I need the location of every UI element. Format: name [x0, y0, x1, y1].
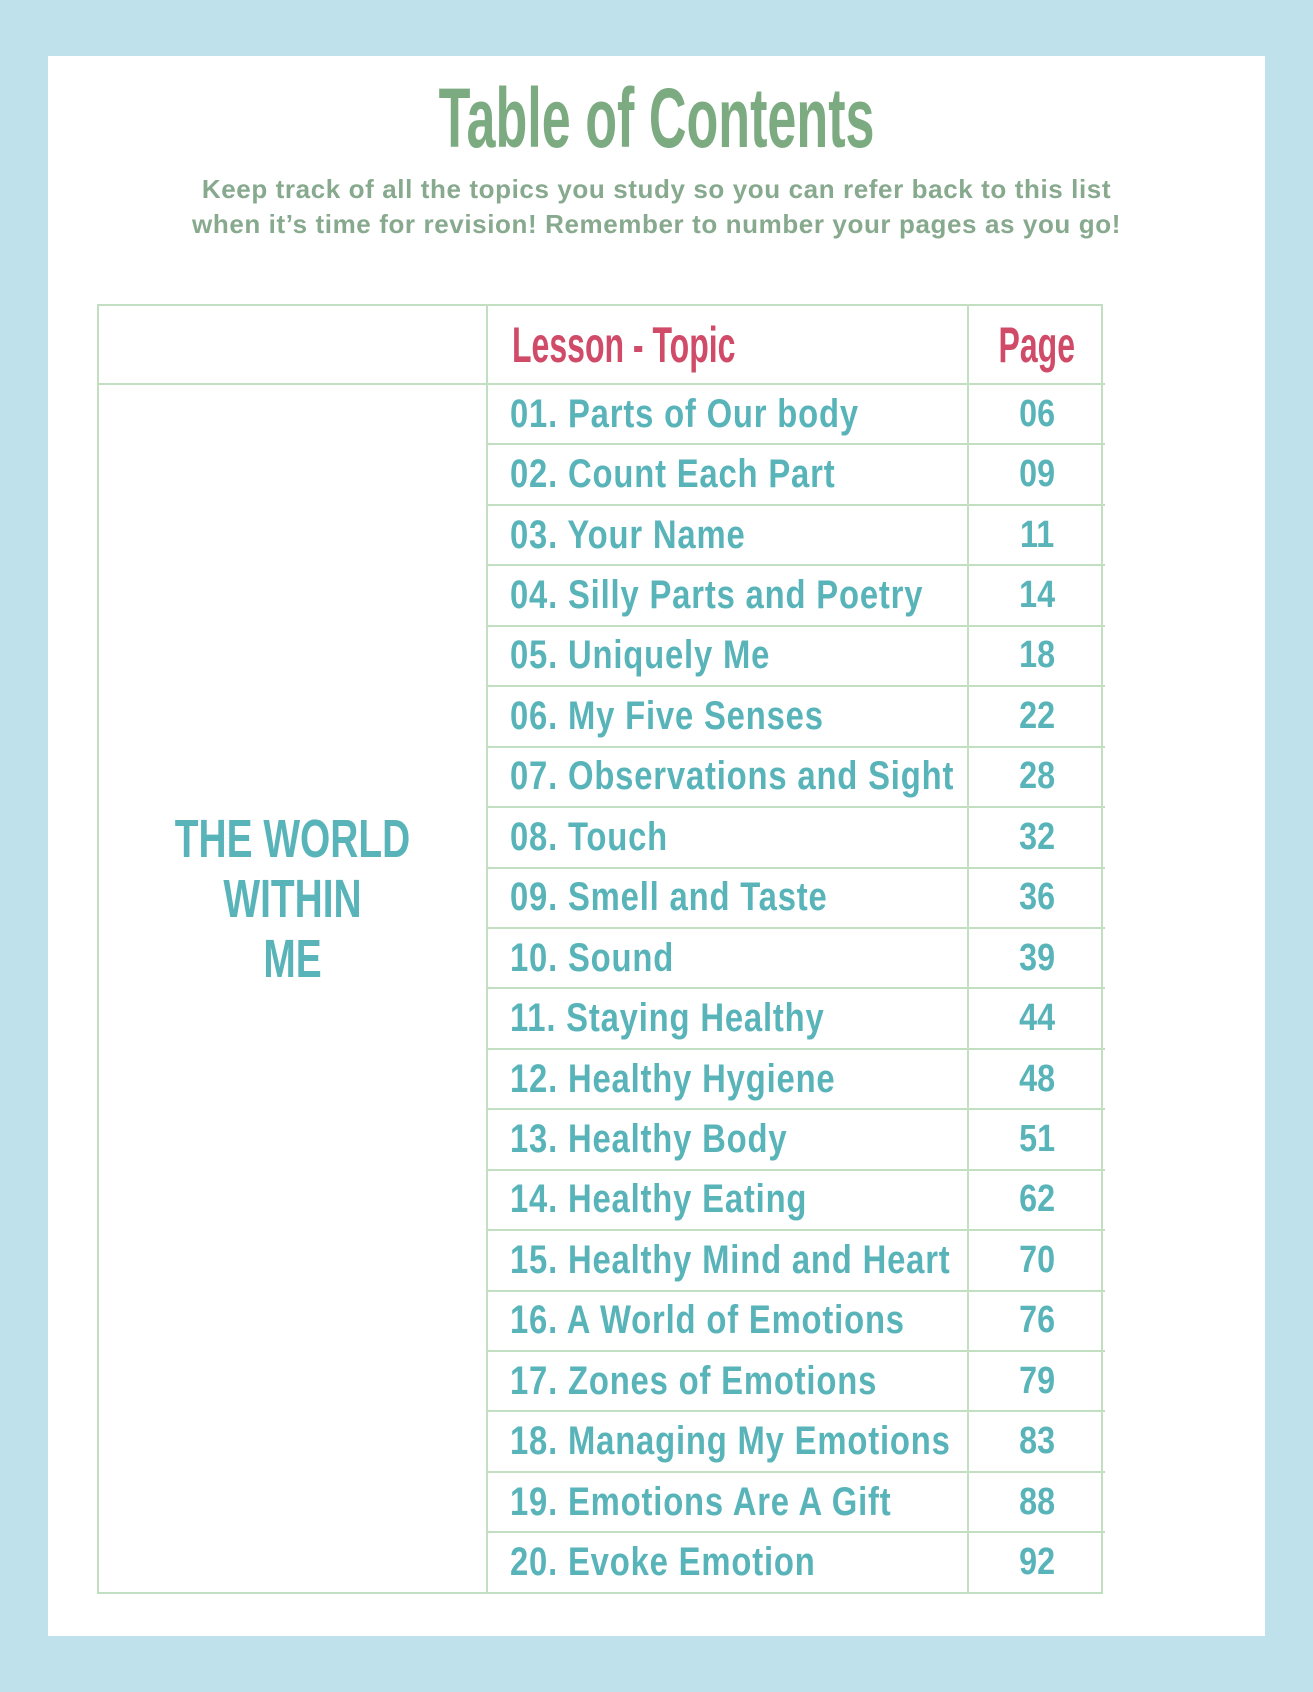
page-number: 88 [1019, 1480, 1055, 1523]
page-title-text: Table of Contents [438, 71, 875, 165]
table-row-topic-cell [486, 987, 967, 1047]
page-number: 11 [1019, 513, 1055, 556]
table-row-topic-cell [486, 867, 967, 927]
page-number: 76 [1019, 1299, 1055, 1342]
table-row-page-cell [967, 1290, 1105, 1350]
table-row-topic-cell [486, 1350, 967, 1410]
table-row-topic-cell [486, 1229, 967, 1289]
page-number: 18 [1019, 634, 1055, 677]
page-number: 06 [1019, 392, 1055, 435]
lesson-topic-label: 11. Staying Healthy [510, 996, 825, 1041]
table-row-topic-cell [486, 1531, 967, 1591]
lesson-topic-label: 10. Sound [510, 935, 675, 980]
table-row-page-cell [967, 625, 1105, 685]
page-number: 09 [1019, 453, 1055, 496]
table-row-page-cell [967, 746, 1105, 806]
lesson-topic-label: 04. Silly Parts and Poetry [510, 573, 924, 618]
lesson-topic-label: 09. Smell and Taste [510, 875, 828, 920]
table-row-topic-cell [486, 443, 967, 503]
section-label [99, 809, 486, 989]
page-number: 44 [1019, 997, 1055, 1040]
lesson-topic-label: 15. Healthy Mind and Heart [510, 1237, 951, 1282]
header-lesson-topic-label: Lesson - Topic [512, 316, 736, 373]
worksheet-page [48, 56, 1265, 1636]
page-number: 28 [1019, 755, 1055, 798]
table-row-page-cell [967, 867, 1105, 927]
table-row-topic-cell [486, 746, 967, 806]
lesson-topic-label: 16. A World of Emotions [510, 1298, 905, 1343]
table-row-topic-cell [486, 927, 967, 987]
header-page [967, 306, 1105, 383]
table-row-topic-cell [486, 625, 967, 685]
lesson-topic-label: 03. Your Name [510, 512, 746, 557]
table-row-page-cell [967, 383, 1105, 443]
table-row-page-cell [967, 1471, 1105, 1531]
page-title [48, 70, 1265, 167]
page-number: 22 [1019, 694, 1055, 737]
table-row-topic-cell [486, 1471, 967, 1531]
lesson-topic-label: 14. Healthy Eating [510, 1177, 808, 1222]
table-row-topic-cell [486, 1169, 967, 1229]
header-lesson-topic [486, 306, 967, 383]
subtitle-line-1: Keep track of all the topics you study so you can refer back to this list [201, 174, 1112, 204]
lesson-topic-label: 20. Evoke Emotion [510, 1540, 816, 1585]
page-number: 36 [1019, 876, 1055, 919]
table-row-page-cell [967, 504, 1105, 564]
table-row-page-cell [967, 1169, 1105, 1229]
table-row-page-cell [967, 1410, 1105, 1470]
section-label-line-2: WITHIN [223, 869, 362, 929]
table-row-page-cell [967, 1048, 1105, 1108]
lesson-topic-label: 05. Uniquely Me [510, 633, 771, 678]
table-row-topic-cell [486, 564, 967, 624]
table-row-topic-cell [486, 1108, 967, 1168]
page-number: 39 [1019, 936, 1055, 979]
lesson-topic-label: 01. Parts of Our body [510, 391, 859, 436]
page-number: 51 [1019, 1117, 1055, 1160]
table-row-topic-cell [486, 504, 967, 564]
lesson-topic-label: 19. Emotions Are A Gift [510, 1479, 892, 1524]
page-number: 32 [1019, 815, 1055, 858]
table-of-contents [97, 304, 1103, 1594]
table-row-page-cell [967, 1229, 1105, 1289]
table-row-page-cell [967, 443, 1105, 503]
lesson-topic-label: 18. Managing My Emotions [510, 1419, 951, 1464]
page-number: 14 [1019, 574, 1055, 617]
lesson-topic-label: 13. Healthy Body [510, 1116, 788, 1161]
table-row-page-cell [967, 564, 1105, 624]
header-page-label: Page [998, 316, 1076, 373]
section-label-line-3: ME [263, 929, 322, 989]
lesson-topic-label: 07. Observations and Sight [510, 754, 955, 799]
header-blank-cell [99, 306, 486, 383]
page-number: 48 [1019, 1057, 1055, 1100]
table-row-topic-cell [486, 1290, 967, 1350]
lesson-topic-label: 06. My Five Senses [510, 693, 824, 738]
table-row-page-cell [967, 1350, 1105, 1410]
page-number: 92 [1019, 1541, 1055, 1584]
lesson-topic-label: 08. Touch [510, 814, 669, 859]
page-number: 79 [1019, 1359, 1055, 1402]
table-row-topic-cell [486, 1048, 967, 1108]
table-row-page-cell [967, 685, 1105, 745]
table-row-topic-cell [486, 806, 967, 866]
lesson-topic-label: 02. Count Each Part [510, 452, 836, 497]
table-row-topic-cell [486, 1410, 967, 1470]
page-number: 83 [1019, 1420, 1055, 1463]
subtitle-line-2: when it’s time for revision! Remember to number your pages as you go! [192, 209, 1121, 239]
page-number: 70 [1019, 1238, 1055, 1281]
page-number: 62 [1019, 1178, 1055, 1221]
table-row-page-cell [967, 806, 1105, 866]
table-row-page-cell [967, 1531, 1105, 1591]
table-row-page-cell [967, 987, 1105, 1047]
page-subtitle [48, 172, 1265, 242]
table-row-page-cell [967, 927, 1105, 987]
section-label-line-1: THE WORLD [174, 809, 411, 869]
section-cell [99, 383, 486, 1592]
table-row-page-cell [967, 1108, 1105, 1168]
lesson-topic-label: 17. Zones of Emotions [510, 1358, 878, 1403]
lesson-topic-label: 12. Healthy Hygiene [510, 1056, 836, 1101]
table-row-topic-cell [486, 685, 967, 745]
table-row-topic-cell [486, 383, 967, 443]
